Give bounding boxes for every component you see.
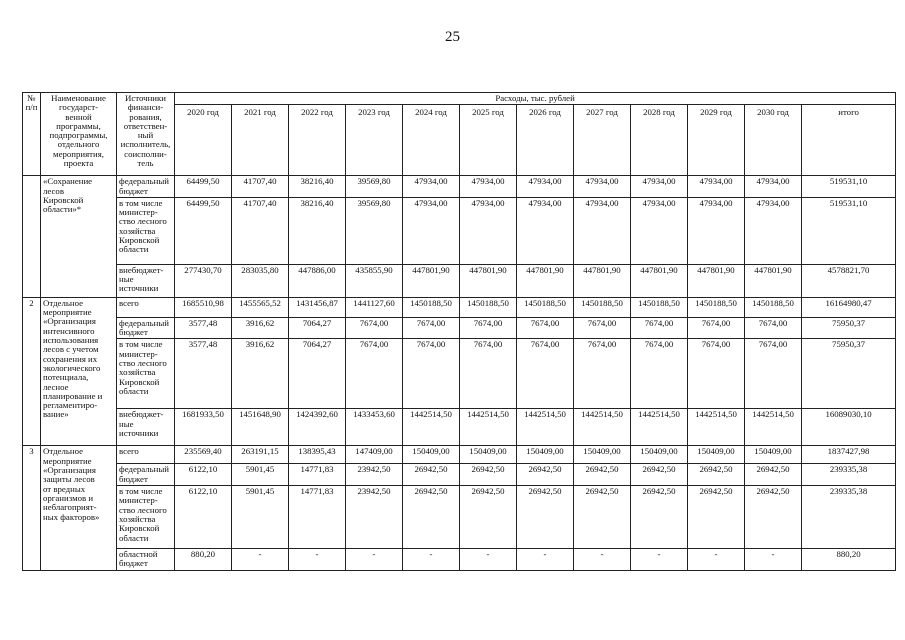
header-year: 2027 год [574, 105, 631, 176]
row-value: 3577,48 [175, 317, 232, 339]
row-value: 1450188,50 [745, 297, 802, 317]
header-name: Наименование государст- венной программы, подпрограммы, отдельного мероприятия, проекта [41, 93, 117, 176]
row-value: 1450188,50 [574, 297, 631, 317]
row-value: 47934,00 [517, 176, 574, 198]
row-value: 26942,50 [631, 464, 688, 486]
table-header [23, 93, 896, 176]
row-value: 447801,90 [745, 264, 802, 297]
row-source: всего [117, 446, 175, 464]
row-value: 7674,00 [688, 339, 745, 409]
row-value: 447801,90 [517, 264, 574, 297]
row-value: 38216,40 [289, 197, 346, 264]
row-value: 16164980,47 [802, 297, 896, 317]
row-value: 26942,50 [460, 486, 517, 549]
row-value: 26942,50 [403, 464, 460, 486]
row-value: 447801,90 [688, 264, 745, 297]
row-value: 14771,83 [289, 486, 346, 549]
row-value: 39569,80 [346, 176, 403, 198]
row-value: - [517, 549, 574, 571]
table-row [23, 197, 896, 264]
row-value: 47934,00 [688, 176, 745, 198]
row-value: - [745, 549, 802, 571]
row-value: 7674,00 [403, 317, 460, 339]
header-year: итого [802, 105, 896, 176]
row-value: 26942,50 [517, 486, 574, 549]
row-value: 7674,00 [688, 317, 745, 339]
header-no: № п/п [23, 93, 41, 176]
row-value: - [460, 549, 517, 571]
row-value: 7674,00 [631, 317, 688, 339]
row-value: 1450188,50 [631, 297, 688, 317]
row-value: 47934,00 [403, 197, 460, 264]
row-value: 1433453,60 [346, 409, 403, 446]
row-value: 7064,27 [289, 317, 346, 339]
row-value: 47934,00 [631, 176, 688, 198]
row-value: 447801,90 [460, 264, 517, 297]
row-value: 47934,00 [631, 197, 688, 264]
row-value: 1455565,52 [232, 297, 289, 317]
row-name: Отдельное мероприятие «Организация защиты лесов от вредных организмов и неблагоприят- ных факторов» [41, 446, 117, 570]
table-row [23, 549, 896, 571]
row-value: 39569,80 [346, 197, 403, 264]
row-value: 7674,00 [346, 339, 403, 409]
row-value: - [688, 549, 745, 571]
row-value: 23942,50 [346, 486, 403, 549]
row-source: в том числе министер- ство лесного хозяйства Кировской области [117, 339, 175, 409]
row-value: - [574, 549, 631, 571]
row-value: 41707,40 [232, 197, 289, 264]
row-value: 1442514,50 [745, 409, 802, 446]
row-value: 5901,45 [232, 486, 289, 549]
table-row [23, 446, 896, 464]
row-value: 519531,10 [802, 197, 896, 264]
row-number: 2 [23, 297, 41, 446]
row-value: 7674,00 [517, 317, 574, 339]
expenses-table [22, 92, 896, 571]
row-value: 880,20 [175, 549, 232, 571]
row-value: 7674,00 [403, 339, 460, 409]
row-value: 26942,50 [574, 464, 631, 486]
row-value: 7674,00 [745, 317, 802, 339]
row-value: 47934,00 [745, 197, 802, 264]
row-value: 519531,10 [802, 176, 896, 198]
row-value: 1424392,60 [289, 409, 346, 446]
row-value: 263191,15 [232, 446, 289, 464]
row-value: 26942,50 [745, 464, 802, 486]
table-row [23, 339, 896, 409]
row-value: 1442514,50 [403, 409, 460, 446]
table-body [23, 176, 896, 570]
row-value: 47934,00 [517, 197, 574, 264]
row-value: 277430,70 [175, 264, 232, 297]
row-value: 47934,00 [745, 176, 802, 198]
row-value: 239335,38 [802, 486, 896, 549]
row-source: всего [117, 297, 175, 317]
row-value: 7674,00 [517, 339, 574, 409]
header-year: 2022 год [289, 105, 346, 176]
row-value: - [631, 549, 688, 571]
page-number: 25 [445, 29, 460, 45]
row-value: 7674,00 [346, 317, 403, 339]
row-value: 3916,62 [232, 339, 289, 409]
row-value: 150409,00 [631, 446, 688, 464]
row-value: 1442514,50 [688, 409, 745, 446]
row-name: Отдельное мероприятие «Организация интенсивного использования лесов с учетом сохранения их экологического потенциала, лесное планирование и регламентиро- вание» [41, 297, 117, 446]
header-year: 2028 год [631, 105, 688, 176]
row-value: 14771,83 [289, 464, 346, 486]
row-value: 1441127,60 [346, 297, 403, 317]
row-value: 7674,00 [574, 317, 631, 339]
row-value: 47934,00 [403, 176, 460, 198]
row-value: 26942,50 [631, 486, 688, 549]
row-value: - [232, 549, 289, 571]
row-source: внебюджет- ные источники [117, 409, 175, 446]
row-value: 150409,00 [517, 446, 574, 464]
row-value: 150409,00 [688, 446, 745, 464]
row-value: 64499,50 [175, 197, 232, 264]
header-year: 2030 год [745, 105, 802, 176]
header-expenses: Расходы, тыс. рублей [175, 93, 896, 105]
row-value: 7674,00 [574, 339, 631, 409]
row-value: 239335,38 [802, 464, 896, 486]
row-value: 7674,00 [745, 339, 802, 409]
row-value: 1450188,50 [517, 297, 574, 317]
row-value: 1431456,87 [289, 297, 346, 317]
row-value: 26942,50 [688, 486, 745, 549]
row-value: 47934,00 [688, 197, 745, 264]
row-value: 435855,90 [346, 264, 403, 297]
row-value: 1442514,50 [574, 409, 631, 446]
row-value: 26942,50 [517, 464, 574, 486]
row-value: 1837427,98 [802, 446, 896, 464]
header-year: 2020 год [175, 105, 232, 176]
header-year: 2026 год [517, 105, 574, 176]
row-value: - [346, 549, 403, 571]
row-name: «Сохранение лесов Кировской области»* [41, 176, 117, 298]
row-value: 38216,40 [289, 176, 346, 198]
row-value: 138395,43 [289, 446, 346, 464]
row-value: 26942,50 [460, 464, 517, 486]
row-number: 3 [23, 446, 41, 570]
row-value: 47934,00 [460, 197, 517, 264]
row-value: 26942,50 [745, 486, 802, 549]
row-value: 4578821,70 [802, 264, 896, 297]
row-value: 1450188,50 [688, 297, 745, 317]
row-source: внебюджет- ные источники [117, 264, 175, 297]
row-value: 150409,00 [745, 446, 802, 464]
row-value: 3916,62 [232, 317, 289, 339]
row-value: 1442514,50 [517, 409, 574, 446]
table-row [23, 176, 896, 198]
row-value: 16089030,10 [802, 409, 896, 446]
row-value: 150409,00 [574, 446, 631, 464]
row-value: 7674,00 [460, 339, 517, 409]
table-row [23, 317, 896, 339]
row-source: областной бюджет [117, 549, 175, 571]
row-value: 64499,50 [175, 176, 232, 198]
row-value: 3577,48 [175, 339, 232, 409]
row-value: 7064,27 [289, 339, 346, 409]
row-source: федеральный бюджет [117, 464, 175, 486]
table-row [23, 264, 896, 297]
row-value: 1442514,50 [460, 409, 517, 446]
row-value: 47934,00 [574, 197, 631, 264]
row-source: федеральный бюджет [117, 176, 175, 198]
row-value: 150409,00 [460, 446, 517, 464]
row-source: федеральный бюджет [117, 317, 175, 339]
header-source: Источники финанси- рования, ответствен- ный исполнитель, соисполни- тель [117, 93, 175, 176]
row-value: 23942,50 [346, 464, 403, 486]
row-number [23, 176, 41, 298]
row-value: 26942,50 [688, 464, 745, 486]
table-row [23, 409, 896, 446]
row-value: 1450188,50 [403, 297, 460, 317]
header-year: 2029 год [688, 105, 745, 176]
row-value: 7674,00 [631, 339, 688, 409]
row-value: 235569,40 [175, 446, 232, 464]
row-value: 1442514,50 [631, 409, 688, 446]
row-value: 6122,10 [175, 464, 232, 486]
row-value: 75950,37 [802, 339, 896, 409]
header-year: 2021 год [232, 105, 289, 176]
table-row [23, 486, 896, 549]
row-value: 447886,00 [289, 264, 346, 297]
row-value: 1450188,50 [460, 297, 517, 317]
row-value: 150409,00 [403, 446, 460, 464]
row-value: 47934,00 [460, 176, 517, 198]
row-value: 1451648,90 [232, 409, 289, 446]
row-value: - [403, 549, 460, 571]
table-row [23, 297, 896, 317]
header-row [23, 93, 896, 105]
header-year: 2025 год [460, 105, 517, 176]
row-value: 880,20 [802, 549, 896, 571]
row-value: 7674,00 [460, 317, 517, 339]
row-value: 5901,45 [232, 464, 289, 486]
row-value: - [289, 549, 346, 571]
row-value: 26942,50 [403, 486, 460, 549]
row-value: 41707,40 [232, 176, 289, 198]
row-source: в том числе министер- ство лесного хозяйства Кировской области [117, 486, 175, 549]
row-value: 447801,90 [403, 264, 460, 297]
row-value: 447801,90 [574, 264, 631, 297]
row-value: 6122,10 [175, 486, 232, 549]
row-value: 1681933,50 [175, 409, 232, 446]
table-row [23, 464, 896, 486]
row-value: 1685510,98 [175, 297, 232, 317]
row-value: 283035,80 [232, 264, 289, 297]
header-year: 2024 год [403, 105, 460, 176]
row-value: 47934,00 [574, 176, 631, 198]
row-value: 447801,90 [631, 264, 688, 297]
row-value: 147409,00 [346, 446, 403, 464]
header-year: 2023 год [346, 105, 403, 176]
row-value: 75950,37 [802, 317, 896, 339]
row-value: 26942,50 [574, 486, 631, 549]
row-source: в том числе министер- ство лесного хозяйства Кировской области [117, 197, 175, 264]
